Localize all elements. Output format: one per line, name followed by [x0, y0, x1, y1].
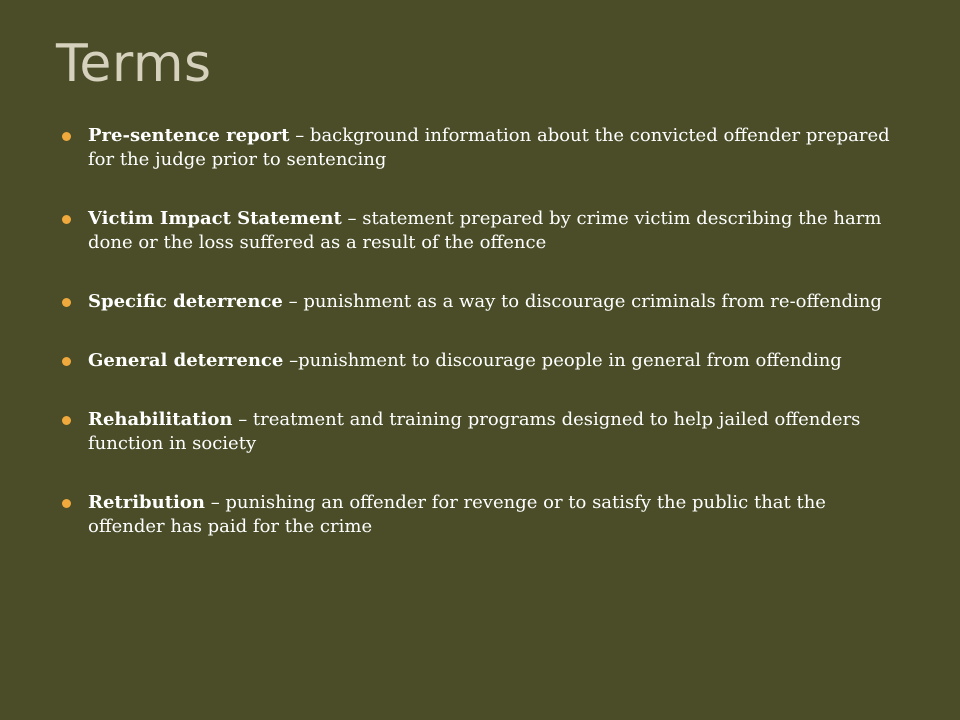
bullet-icon [62, 499, 71, 508]
term-name: Retribution [88, 492, 205, 513]
list-item-pre-sentence-report [62, 124, 902, 172]
term-definition: – punishing an offender for revenge or to satisfy the public that the offender has paid for the crime [88, 492, 826, 537]
slide-title: Terms [56, 34, 212, 94]
term-name: Pre-sentence report [88, 125, 290, 146]
bullet-icon [62, 416, 71, 425]
list-item-retribution [62, 491, 902, 539]
terms-list [62, 124, 902, 574]
bullet-icon [62, 215, 71, 224]
term-definition: – background information about the convicted offender prepared for the judge prior to sentencing [88, 125, 890, 170]
bullet-icon [62, 132, 71, 141]
term-definition: – treatment and training programs designed to help jailed offenders function in society [88, 409, 861, 454]
term-definition: – punishment as a way to discourage criminals from re-offending [282, 291, 882, 312]
term-name: Victim Impact Statement [88, 208, 342, 229]
bullet-icon [62, 357, 71, 366]
term-name: Rehabilitation [88, 409, 233, 430]
term-definition: – statement prepared by crime victim describing the harm done or the loss suffered as a result of the offence [88, 208, 882, 253]
list-item-rehabilitation [62, 408, 902, 456]
term-definition: –punishment to discourage people in general from offending [283, 350, 842, 371]
list-item-general-deterrence [62, 349, 902, 373]
bullet-icon [62, 298, 71, 307]
list-item-specific-deterrence [62, 290, 902, 314]
list-item-victim-impact-statement [62, 207, 902, 255]
term-name: General deterrence [88, 350, 284, 371]
term-name: Specific deterrence [88, 291, 283, 312]
